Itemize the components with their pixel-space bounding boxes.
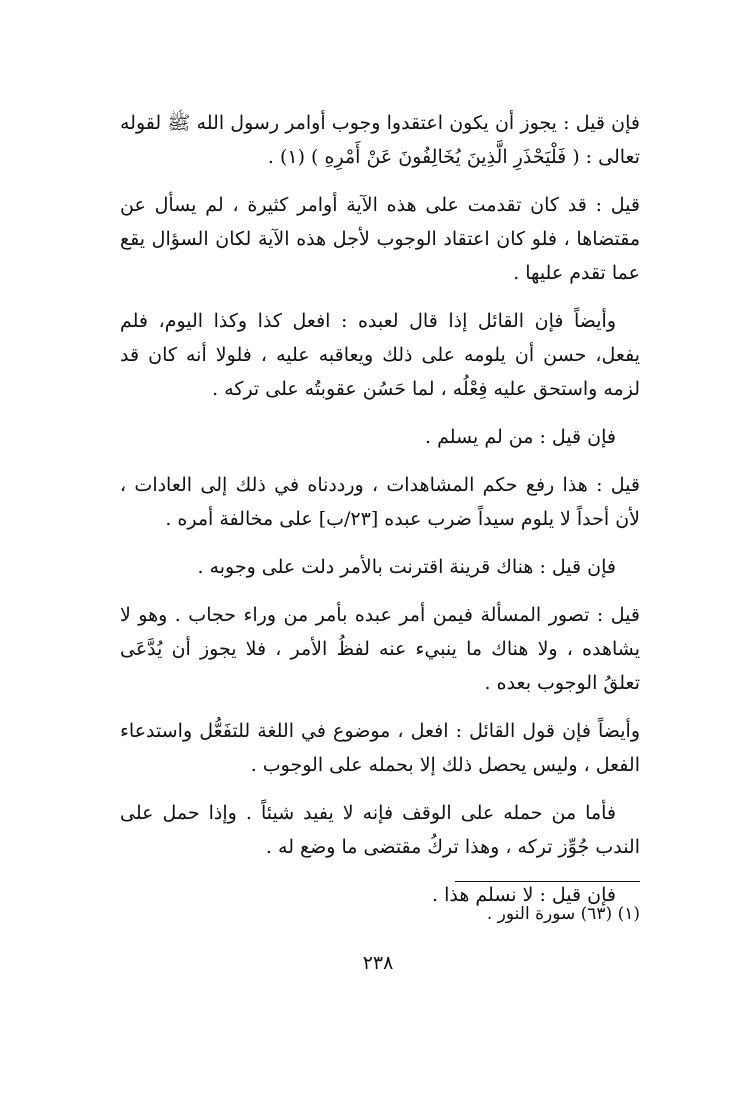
paragraph-3: وأيضاً فإن القائل إذا قال لعبده : افعل كذا وكذا اليوم، فلم يفعل، حسن أن يلومه على ذلك ويعاقبه عليه ، فلولا أنه كان قد لزمه واستحق عليه فِعْلُه ، لما حَسُن عقوبتُه على تركه . bbox=[120, 310, 640, 400]
page-number: ٢٣٨ bbox=[362, 952, 394, 974]
footnote: (١) (٦٣) سورة النور . bbox=[486, 904, 640, 924]
main-text bbox=[120, 106, 640, 926]
paragraph-1: فإن قيل : يجوز أن يكون اعتقدوا وجوب أوامر رسول الله ﷺ لقوله تعالى : ( فَلْيَحْذَرِ الَّذِينَ يُخَالِفُونَ عَنْ أَمْرِهِ ) (١) . bbox=[120, 112, 640, 168]
paragraph-8: وأيضاً فإن قول القائل : افعل ، موضوع في اللغة للتفَعُّل واستدعاء الفعل ، وليس يحصل ذلك إلا بحمله على الوجوب . bbox=[120, 720, 640, 776]
footnote-divider bbox=[455, 881, 640, 882]
paragraph-7: قيل : تصور المسألة فيمن أمر عبده بأمر من وراء حجاب . وهو لا يشاهده ، ولا هناك ما ينبيء عنه لفظُ الأمر ، فلا يجوز أن يُدَّعَى تعلقُ الوجوب بعده . bbox=[120, 604, 640, 694]
paragraph-4: فإن قيل : من لم يسلم . bbox=[425, 426, 616, 448]
paragraph-2: قيل : قد كان تقدمت على هذه الآية أوامر كثيرة ، لم يسأل عن مقتضاها ، فلو كان اعتقاد الوجوب لأجل هذه الآية لكان السؤال يقع عما تقدم عليها . bbox=[120, 194, 640, 284]
paragraph-10: فإن قيل : لا نسلم هذا . bbox=[432, 884, 616, 906]
paragraph-9: فأما من حمله على الوقف فإنه لا يفيد شيئاً . وإذا حمل على الندب جُوِّز تركه ، وهذا تركُ مقتضى ما وضع له . bbox=[120, 802, 640, 858]
paragraph-6: فإن قيل : هناك قرينة اقترنت بالأمر دلت على وجوبه . bbox=[197, 556, 616, 578]
paragraph-5: قيل : هذا رفع حكم المشاهدات ، ورددناه في ذلك إلى العادات ، لأن أحداً لا يلوم سيداً ضرب عبده [٢٣/ب] على مخالفة أمره . bbox=[120, 474, 640, 530]
